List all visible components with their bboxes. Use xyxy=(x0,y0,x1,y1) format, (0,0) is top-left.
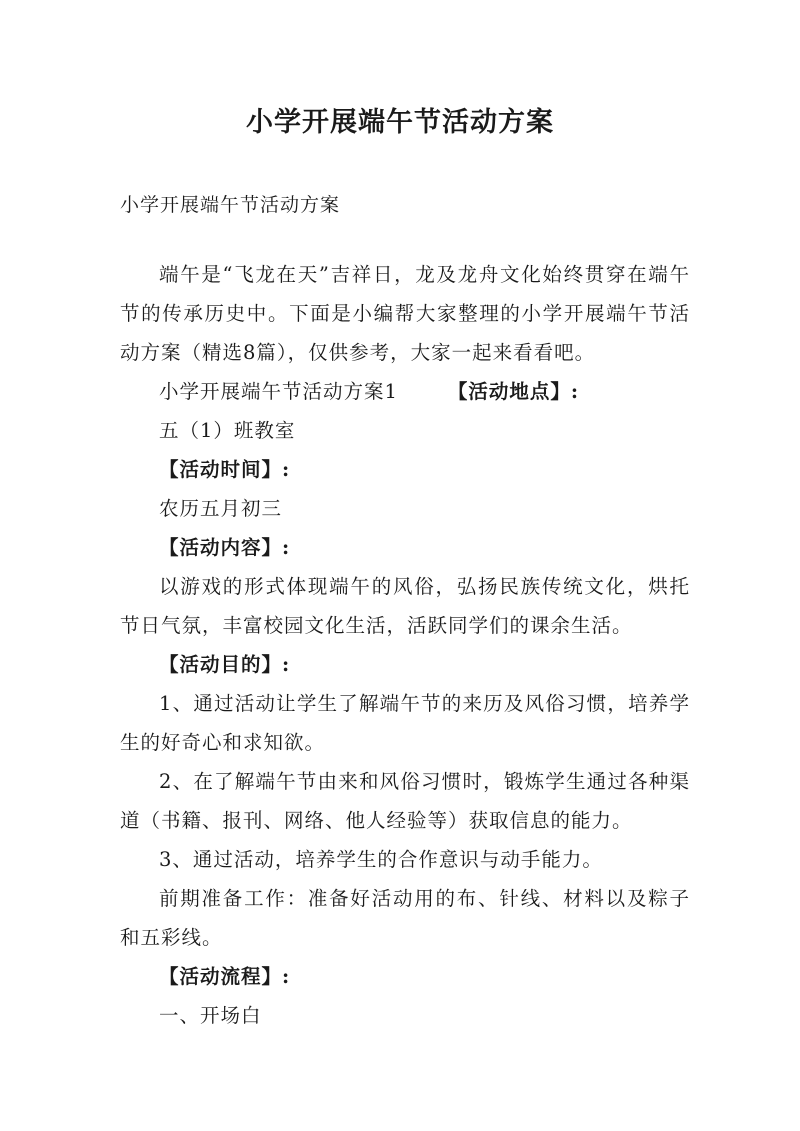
time-value: 农历五月初三 xyxy=(159,497,283,520)
content-label: 【活动内容】: xyxy=(159,536,291,559)
document-body xyxy=(120,255,690,1035)
document-subtitle: 小学开展端午节活动方案 xyxy=(120,194,341,216)
location-label: 【活动地点】: xyxy=(447,380,580,403)
process-label: 【活动流程】: xyxy=(159,965,291,988)
location-value: 五（1）班教室 xyxy=(159,419,296,442)
purpose-label: 【活动目的】: xyxy=(159,653,291,676)
purpose-item-1: 1、通过活动让学生了解端午节的来历及风俗习惯，培养学生的好奇心和求知欲。 xyxy=(120,692,690,754)
preparation-paragraph: 前期准备工作：准备好活动用的布、针线、材料以及粽子和五彩线。 xyxy=(120,887,690,949)
section-title: 小学开展端午节活动方案1 xyxy=(159,380,398,403)
time-label: 【活动时间】: xyxy=(159,458,291,481)
purpose-item-3: 3、通过活动，培养学生的合作意识与动手能力。 xyxy=(159,848,603,871)
content-value: 以游戏的形式体现端午的风俗，弘扬民族传统文化，烘托节日气氛，丰富校园文化生活，活跃同学们的课余生活。 xyxy=(120,575,690,637)
purpose-item-2: 2、在了解端午节由来和风俗习惯时，锻炼学生通过各种渠道（书籍、报刊、网络、他人经验等）获取信息的能力。 xyxy=(120,770,690,832)
section-heading-row xyxy=(120,372,690,411)
intro-paragraph: 端午是“飞龙在天”吉祥日，龙及龙舟文化始终贯穿在端午节的传承历史中。下面是小编帮大家整理的小学开展端午节活动方案（精选8篇），仅供参考，大家一起来看看吧。 xyxy=(120,263,690,364)
document-title: 小学开展端午节活动方案 xyxy=(246,107,554,138)
process-step-1: 一、开场白 xyxy=(159,1004,262,1027)
